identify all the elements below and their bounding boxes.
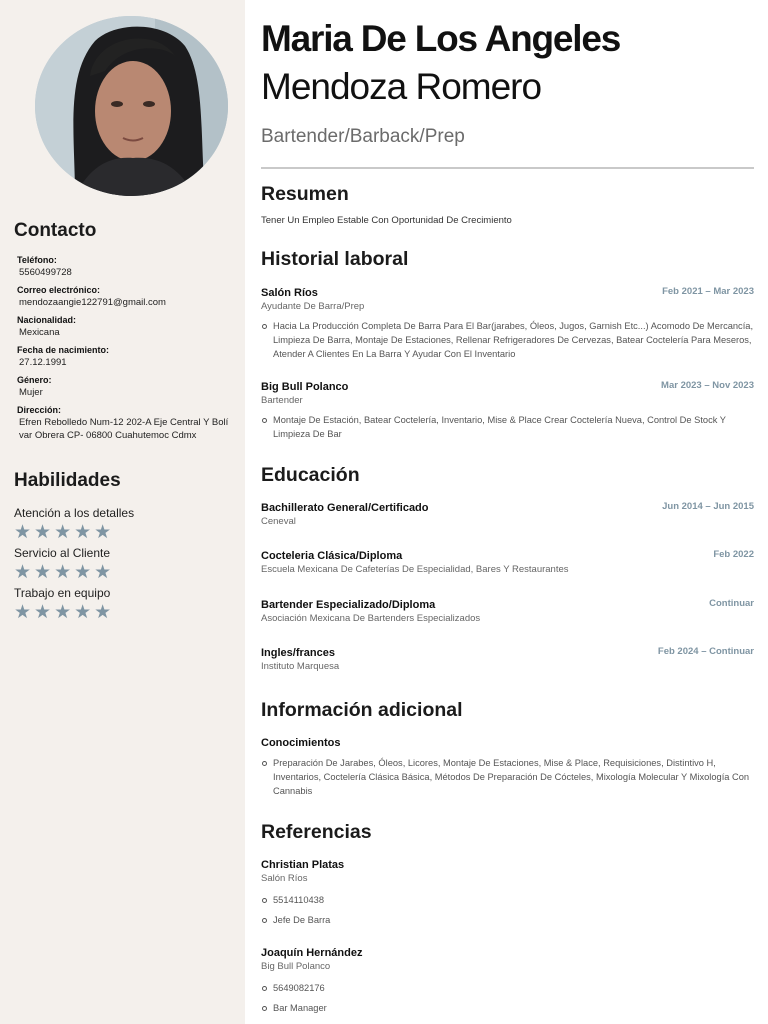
work-entry xyxy=(261,380,754,445)
education-entry xyxy=(261,598,754,625)
header-divider xyxy=(261,167,754,169)
reference-entry xyxy=(261,858,754,933)
reference-name: Christian Platas xyxy=(261,859,345,871)
education-title: Cocteleria Clásica/Diploma xyxy=(261,550,403,562)
star-rating-icon: ★★★★★ xyxy=(14,522,115,543)
contact-label: Correo electrónico: xyxy=(17,285,101,295)
skills-section xyxy=(14,505,234,625)
work-company: Salón Ríos xyxy=(261,287,318,299)
reference-phone: 5649082176 xyxy=(273,981,754,995)
skill-item xyxy=(14,585,234,625)
reference-position: Bar Manager xyxy=(273,1001,754,1015)
work-dates: Mar 2023 – Nov 2023 xyxy=(661,380,754,391)
education-title: Bartender Especializado/Diploma xyxy=(261,599,436,611)
contact-item-nationality xyxy=(17,314,237,339)
profile-photo-image xyxy=(35,16,228,196)
contact-heading: Contacto xyxy=(14,220,97,241)
contact-value: 27.12.1991 xyxy=(19,357,67,368)
reference-details xyxy=(261,893,754,927)
skills-heading: Habilidades xyxy=(14,470,121,491)
work-entry xyxy=(261,286,754,365)
education-heading: Educación xyxy=(261,464,360,486)
references-heading: Referencias xyxy=(261,821,372,843)
summary-heading: Resumen xyxy=(261,183,349,205)
work-bullets xyxy=(261,319,754,361)
contact-label: Fecha de nacimiento: xyxy=(17,345,110,355)
education-entry xyxy=(261,646,754,673)
education-dates: Feb 2024 – Continuar xyxy=(657,646,754,657)
work-role: Bartender xyxy=(261,395,303,406)
reference-company: Salón Ríos xyxy=(261,873,308,884)
summary-text: Tener Un Empleo Estable Con Oportunidad De Crecimiento xyxy=(261,215,512,226)
education-dates: Jun 2014 – Jun 2015 xyxy=(662,501,754,512)
education-school: Asociación Mexicana De Bartenders Especializados xyxy=(261,613,481,624)
reference-details xyxy=(261,981,754,1015)
reference-company: Big Bull Polanco xyxy=(261,961,331,972)
work-role: Ayudante De Barra/Prep xyxy=(261,301,365,312)
work-heading: Historial laboral xyxy=(261,248,409,270)
education-dates: Continuar xyxy=(709,598,754,609)
reference-name: Joaquín Hernández xyxy=(261,947,363,959)
education-school: Escuela Mexicana De Cafeterías De Especialidad, Bares Y Restaurantes xyxy=(261,564,569,575)
reference-position: Jefe De Barra xyxy=(273,913,754,927)
skill-name: Trabajo en equipo xyxy=(14,586,111,600)
education-entry xyxy=(261,501,754,528)
skill-item xyxy=(14,545,234,585)
contact-label: Teléfono: xyxy=(17,255,57,265)
contact-label: Nacionalidad: xyxy=(17,315,77,325)
profile-photo xyxy=(35,16,228,196)
education-dates: Feb 2022 xyxy=(713,549,754,560)
contact-value: 5560499728 xyxy=(19,267,72,278)
bullet-item: Preparación De Jarabes, Óleos, Licores, Montaje De Estaciones, Mise & Place, Requisiciones, Distintivo H, Inventarios, Coctelería Clásica Básica, Métodos De Preparación De Cócteles, Mixología Molecular Y Mixología Con Cannabis xyxy=(273,756,754,798)
knowledge-bullets xyxy=(261,756,754,798)
bullet-item: Montaje De Estación, Batear Coctelería, Inventario, Mise & Place Crear Coctelería Nueva, Control De Stock Y Limpieza De Bar xyxy=(273,413,754,441)
bullet-item: Hacia La Producción Completa De Barra Para El Bar(jarabes, Óleos, Jugos, Garnish Etc...) Acomodo De Mercancía, Limpieza De Barra, Montaje De Estaciones, Rellenar Refrigeradores De Cervezas, Batear Coctelería Para Meseros, Atender A Clientes En La Barra Y Ayudar Con El Inventario xyxy=(273,321,754,359)
work-company: Big Bull Polanco xyxy=(261,381,349,393)
contact-value: Mexicana xyxy=(19,327,60,338)
contact-value: mendozaangie122791@gmail.com xyxy=(19,297,166,308)
skill-name: Atención a los detalles xyxy=(14,506,135,520)
education-title: Ingles/frances xyxy=(261,647,335,659)
star-rating-icon: ★★★★★ xyxy=(14,602,115,623)
contact-label: Género: xyxy=(17,375,52,385)
contact-item-gender xyxy=(17,374,237,399)
reference-entry xyxy=(261,946,754,1021)
contact-item-birthdate xyxy=(17,344,237,369)
contact-item-phone xyxy=(17,254,237,279)
education-school: Ceneval xyxy=(261,516,296,527)
contact-item-address xyxy=(17,404,237,442)
name-second-line: Mendoza Romero xyxy=(261,66,542,107)
skill-item xyxy=(14,505,234,545)
knowledge-subheading: Conocimientos xyxy=(261,737,341,749)
work-dates: Feb 2021 – Mar 2023 xyxy=(662,286,754,297)
sidebar xyxy=(0,0,245,1024)
reference-phone: 5514110438 xyxy=(273,893,754,907)
contact-value: Mujer xyxy=(19,387,43,398)
additional-info-heading: Información adicional xyxy=(261,699,463,721)
name-first-line: Maria De Los Angeles xyxy=(261,18,621,59)
star-rating-icon: ★★★★★ xyxy=(14,562,115,583)
contact-value: Efren Rebolledo Num-12 202-A Eje Central Y Bolí var Obrera CP- 06800 Cuahutemoc Cdmx xyxy=(19,417,229,441)
additional-info-entry xyxy=(261,736,754,802)
education-school: Instituto Marquesa xyxy=(261,661,340,672)
contact-section xyxy=(17,254,237,447)
education-entry xyxy=(261,549,754,576)
job-title: Bartender/Barback/Prep xyxy=(261,126,465,147)
work-bullets xyxy=(261,413,754,441)
contact-label: Dirección: xyxy=(17,405,62,415)
contact-item-email xyxy=(17,284,237,309)
skill-name: Servicio al Cliente xyxy=(14,546,111,560)
education-title: Bachillerato General/Certificado xyxy=(261,502,429,514)
